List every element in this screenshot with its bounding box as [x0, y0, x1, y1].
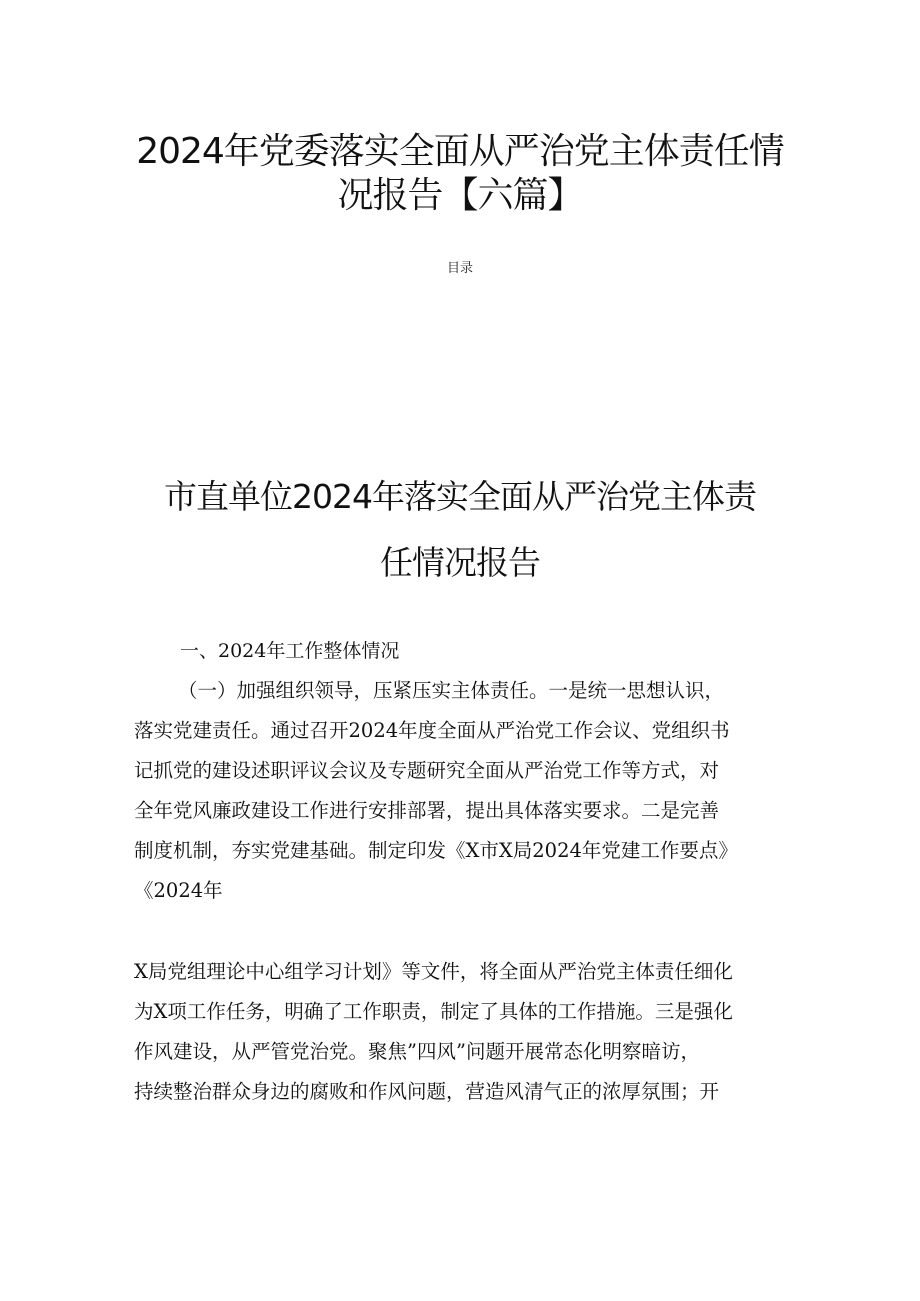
paragraph-1-line-2: 落实党建责任。通过召开2024年度全面从严治党工作会议、党组织书: [134, 719, 730, 742]
paragraph-2: [134, 952, 789, 1112]
paragraph-2-line-3: 作风建设，从严管党治党。聚焦”四风”问题开展常态化明察暗访，: [134, 1040, 700, 1063]
paragraph-1-line-3: 记抓党的建设述职评议会议及专题研究全面从严治党工作等方式，对: [134, 759, 720, 782]
paragraph-2-line-2: 为X项工作任务，明确了工作职责，制定了具体的工作措施。三是强化: [134, 1000, 733, 1023]
paragraph-1-line-1: （一）加强组织领导，压紧压实主体责任。一是统一思想认识，: [178, 679, 725, 702]
paragraph-2-line-4: 持续整治群众身边的腐败和作风问题，营造风清气正的浓厚氛围；开: [134, 1080, 720, 1103]
section-title-line-1: 市直单位2024年落实全面从严治党主体责: [164, 477, 756, 516]
paragraph-1-line-4: 全年党风廉政建设工作进行安排部署，提出具体落实要求。二是完善: [134, 799, 720, 822]
document-title-line-2: 况报告【六篇】: [337, 175, 583, 216]
paragraph-1: [134, 671, 789, 911]
heading-work-overview: 一、2024年工作整体情况: [180, 640, 400, 662]
paragraph-1-line-6: 《2024年: [134, 879, 223, 902]
paragraph-1-line-5: 制度机制，夯实党建基础。制定印发《X市X局2024年党建工作要点》: [134, 839, 738, 862]
paragraph-2-line-1: X局党组理论中心组学习计划》等文件，将全面从严治党主体责任细化: [134, 960, 733, 983]
section-title-line-2: 任情况报告: [380, 543, 540, 582]
document-title-line-1: 2024年党委落实全面从严治党主体责任情: [136, 131, 784, 172]
table-of-contents-label: 目录: [446, 261, 473, 276]
